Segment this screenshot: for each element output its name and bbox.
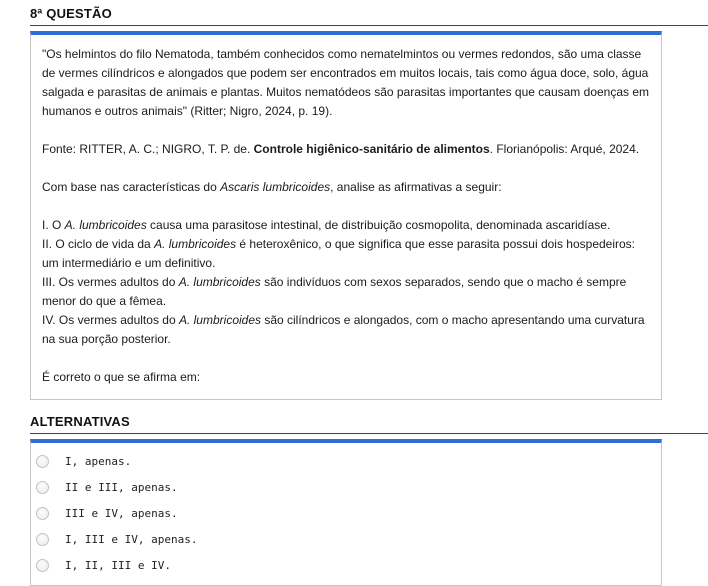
radio-button-icon[interactable] [36, 455, 49, 468]
alternative-option[interactable] [31, 474, 661, 500]
text-segment: é heteroxênico, o que significa que esse parasita possui dois hospedeiros: um intermediário e um definitivo. [42, 237, 636, 270]
question-line [42, 368, 650, 387]
alternatives-list [31, 448, 661, 578]
question-line [42, 235, 650, 273]
text-segment: , analise as afirmativas a seguir: [330, 180, 502, 194]
text-segment: A. lumbricoides [154, 237, 237, 251]
radio-button-icon[interactable] [36, 533, 49, 546]
text-segment: I. O [42, 218, 65, 232]
text-segment: A. lumbricoides [64, 218, 147, 232]
alternative-label: I, III e IV, apenas. [65, 532, 198, 546]
text-segment: Ascaris lumbricoides [220, 180, 331, 194]
alternative-option[interactable] [31, 448, 661, 474]
question-line [42, 178, 650, 197]
text-segment: A. lumbricoides [178, 275, 261, 289]
alternative-option[interactable] [31, 552, 661, 578]
text-segment: Fonte: RITTER, A. C.; NIGRO, T. P. de. [42, 142, 254, 156]
question-line [42, 45, 650, 121]
alternative-label: II e III, apenas. [65, 480, 178, 494]
alternatives-panel [30, 439, 662, 586]
alternatives-header: ALTERNATIVAS [30, 414, 708, 434]
question-header: 8ª QUESTÃO [30, 6, 708, 26]
question-block [42, 140, 650, 159]
question-line [42, 311, 650, 349]
radio-button-icon[interactable] [36, 507, 49, 520]
text-segment: A. lumbricoides [178, 313, 261, 327]
question-panel [30, 31, 662, 400]
question-body [42, 45, 650, 387]
text-segment: causa uma parasitose intestinal, de distribuição cosmopolita, denominada ascaridíase. [146, 218, 611, 232]
alternative-label: I, II, III e IV. [65, 558, 171, 572]
radio-button-icon[interactable] [36, 481, 49, 494]
radio-button-icon[interactable] [36, 559, 49, 572]
text-segment: III. Os vermes adultos do [42, 275, 179, 289]
question-block [42, 368, 650, 387]
text-segment: IV. Os vermes adultos do [42, 313, 179, 327]
alternative-label: III e IV, apenas. [65, 506, 178, 520]
question-line [42, 273, 650, 311]
alternatives-section [30, 414, 708, 586]
alternative-option[interactable] [31, 500, 661, 526]
text-segment: Controle higiênico-sanitário de alimentos [253, 142, 490, 156]
text-segment: são cilíndricos e alongados, com o macho apresentando uma curvatura na sua porção posterior. [42, 313, 645, 346]
question-line [42, 140, 650, 159]
text-segment: É correto o que se afirma em: [42, 370, 201, 384]
alternative-label: I, apenas. [65, 454, 132, 468]
question-block [42, 45, 650, 121]
alternative-option[interactable] [31, 526, 661, 552]
question-line [42, 216, 650, 235]
question-block [42, 178, 650, 197]
question-block [42, 216, 650, 349]
text-segment: II. O ciclo de vida da [42, 237, 155, 251]
text-segment: são indivíduos com sexos separados, sendo que o macho é sempre menor do que a fêmea. [42, 275, 627, 308]
text-segment: Com base nas características do [42, 180, 221, 194]
text-segment: "Os helmintos do filo Nematoda, também conhecidos como nematelmintos ou vermes redondos, são uma classe de vermes cilíndricos e alongados que podem ser encontrados em muitos locais, tais como água doce, solo, água salgada e parasitas de animais e plantas. Muitos nematódeos são parasitas importantes que causam doenças em humanos e outros animais" (Ritter; Nigro, 2024, p. 19). [42, 47, 650, 118]
question-section [30, 6, 708, 400]
text-segment: . Florianópolis: Arqué, 2024. [489, 142, 640, 156]
